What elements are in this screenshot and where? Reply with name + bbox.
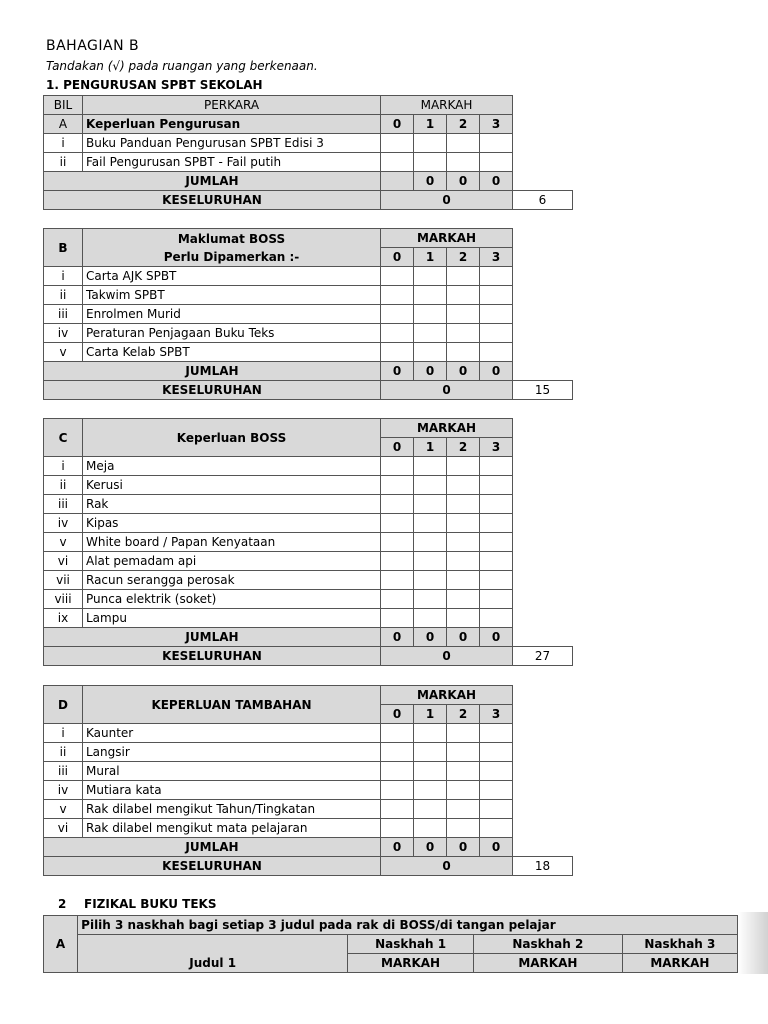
tick-cell[interactable]: [381, 343, 414, 362]
score-header-0: 0: [381, 115, 414, 134]
keseluruhan-value: 0: [381, 191, 513, 210]
tick-cell[interactable]: [480, 609, 513, 628]
table-2a-clip: [0, 912, 738, 982]
item-label: Kipas: [83, 514, 381, 533]
tick-cell[interactable]: [414, 552, 447, 571]
tick-cell[interactable]: [480, 533, 513, 552]
jumlah-value: 0: [381, 362, 414, 381]
tick-cell[interactable]: [480, 305, 513, 324]
tick-cell[interactable]: [381, 153, 414, 172]
item-no: ii: [44, 476, 83, 495]
tick-cell[interactable]: [414, 800, 447, 819]
section-title-line1: Maklumat BOSS: [177, 231, 286, 246]
table-row: [44, 762, 573, 781]
table-row: [44, 305, 573, 324]
tick-cell[interactable]: [447, 800, 480, 819]
score-header-0: 0: [381, 438, 414, 457]
item-no: iii: [44, 305, 83, 324]
markah-header: MARKAH: [348, 954, 474, 973]
table-row: [44, 552, 573, 571]
naskhah-header: Naskhah 3: [622, 935, 737, 954]
tick-cell[interactable]: [447, 762, 480, 781]
tick-cell[interactable]: [480, 514, 513, 533]
jumlah-value: 0: [381, 838, 414, 857]
table-row: [44, 153, 573, 172]
jumlah-value: 0: [447, 362, 480, 381]
keseluruhan-label: KESELURUHAN: [44, 191, 381, 210]
tick-cell[interactable]: [447, 495, 480, 514]
item-label: Punca elektrik (soket): [83, 590, 381, 609]
tick-cell[interactable]: [381, 134, 414, 153]
score-header-1: 1: [414, 248, 447, 267]
tick-cell[interactable]: [447, 324, 480, 343]
table-a: [43, 95, 573, 210]
score-header-2: 2: [447, 115, 480, 134]
section-id: D: [44, 686, 83, 724]
tick-cell[interactable]: [480, 343, 513, 362]
col-perkara-header: PERKARA: [83, 96, 381, 115]
tick-cell[interactable]: [480, 476, 513, 495]
section-2-title: [58, 897, 216, 911]
tick-cell[interactable]: [414, 724, 447, 743]
jumlah-value: 0: [414, 628, 447, 647]
item-label: Alat pemadam api: [83, 552, 381, 571]
item-label: Lampu: [83, 609, 381, 628]
table-row: [44, 514, 573, 533]
item-label: Fail Pengurusan SPBT - Fail putih: [83, 153, 381, 172]
tick-cell[interactable]: [414, 286, 447, 305]
keseluruhan-label: KESELURUHAN: [44, 857, 381, 876]
table-c: [43, 418, 573, 666]
item-no: ii: [44, 743, 83, 762]
item-no: i: [44, 134, 83, 153]
item-label: Rak dilabel mengikut mata pelajaran: [83, 819, 381, 838]
score-header-1: 1: [414, 115, 447, 134]
markah-header: MARKAH: [473, 954, 622, 973]
max-score: 15: [513, 381, 573, 400]
tick-cell[interactable]: [414, 762, 447, 781]
item-no: i: [44, 267, 83, 286]
tick-cell[interactable]: [447, 514, 480, 533]
table-row: [44, 343, 573, 362]
item-label: Kerusi: [83, 476, 381, 495]
tick-cell[interactable]: [381, 305, 414, 324]
score-header-0: 0: [381, 705, 414, 724]
markah-header: MARKAH: [622, 954, 737, 973]
tick-cell[interactable]: [381, 552, 414, 571]
tick-cell[interactable]: [414, 267, 447, 286]
tick-cell[interactable]: [480, 457, 513, 476]
item-no: ix: [44, 609, 83, 628]
tick-cell[interactable]: [447, 533, 480, 552]
item-label: White board / Papan Kenyataan: [83, 533, 381, 552]
keseluruhan-value: 0: [381, 647, 513, 666]
score-header-3: 3: [480, 248, 513, 267]
tick-cell[interactable]: [480, 590, 513, 609]
item-no: iii: [44, 762, 83, 781]
tick-cell[interactable]: [447, 153, 480, 172]
tick-cell[interactable]: [381, 495, 414, 514]
item-no: ii: [44, 153, 83, 172]
table-2a: [43, 915, 738, 973]
tick-cell[interactable]: [381, 324, 414, 343]
keseluruhan-value: 0: [381, 381, 513, 400]
jumlah-value: 0: [480, 628, 513, 647]
item-label: Rak: [83, 495, 381, 514]
section-title: KEPERLUAN TAMBAHAN: [83, 686, 381, 724]
jumlah-value: 0: [447, 838, 480, 857]
jumlah-label: JUMLAH: [44, 628, 381, 647]
tick-cell[interactable]: [447, 819, 480, 838]
score-header-2: 2: [447, 438, 480, 457]
table-d: [43, 685, 573, 876]
naskhah-header: Naskhah 1: [348, 935, 474, 954]
tick-cell[interactable]: [381, 781, 414, 800]
table-row: [44, 533, 573, 552]
jumlah-value: 0: [414, 362, 447, 381]
tick-cell[interactable]: [381, 286, 414, 305]
tick-cell[interactable]: [447, 552, 480, 571]
section-id: B: [44, 229, 83, 267]
item-no: vi: [44, 552, 83, 571]
item-no: i: [44, 724, 83, 743]
tick-cell[interactable]: [447, 476, 480, 495]
item-label: Kaunter: [83, 724, 381, 743]
item-label: Langsir: [83, 743, 381, 762]
tick-cell[interactable]: [414, 743, 447, 762]
tick-cell[interactable]: [480, 153, 513, 172]
table-row: [44, 134, 573, 153]
tick-cell[interactable]: [381, 267, 414, 286]
tick-cell[interactable]: [447, 743, 480, 762]
tick-cell[interactable]: [447, 571, 480, 590]
score-header-2: 2: [447, 705, 480, 724]
score-header-3: 3: [480, 705, 513, 724]
jumlah-value: 0: [480, 362, 513, 381]
jumlah-value: 0: [447, 172, 480, 191]
jumlah-label: JUMLAH: [44, 172, 381, 191]
section-1-title: 1. PENGURUSAN SPBT SEKOLAH: [46, 78, 263, 92]
section-title: [83, 229, 381, 267]
tick-cell[interactable]: [447, 134, 480, 153]
tick-cell[interactable]: [447, 781, 480, 800]
tick-cell[interactable]: [381, 743, 414, 762]
table-row: [44, 267, 573, 286]
tick-cell[interactable]: [414, 609, 447, 628]
tick-cell[interactable]: [414, 514, 447, 533]
table-row: [44, 571, 573, 590]
tick-cell[interactable]: [381, 800, 414, 819]
tick-cell[interactable]: [381, 724, 414, 743]
tick-cell[interactable]: [381, 819, 414, 838]
tick-cell[interactable]: [414, 457, 447, 476]
table-row: [44, 800, 573, 819]
page-heading: BAHAGIAN B: [46, 38, 140, 54]
item-no: vi: [44, 819, 83, 838]
item-no: v: [44, 800, 83, 819]
table-row: [44, 743, 573, 762]
tick-cell[interactable]: [447, 286, 480, 305]
tick-cell[interactable]: [480, 134, 513, 153]
item-label: Rak dilabel mengikut Tahun/Tingkatan: [83, 800, 381, 819]
table-row: [44, 457, 573, 476]
tick-cell[interactable]: [414, 324, 447, 343]
tick-cell[interactable]: [447, 590, 480, 609]
keseluruhan-label: KESELURUHAN: [44, 647, 381, 666]
item-label: Takwim SPBT: [83, 286, 381, 305]
tick-cell[interactable]: [447, 267, 480, 286]
item-label: Mural: [83, 762, 381, 781]
tick-cell[interactable]: [381, 457, 414, 476]
tick-cell[interactable]: [447, 609, 480, 628]
tick-cell[interactable]: [480, 819, 513, 838]
section-title: Keperluan Pengurusan: [83, 115, 381, 134]
table-b: [43, 228, 573, 400]
item-label: Carta Kelab SPBT: [83, 343, 381, 362]
tick-cell[interactable]: [480, 324, 513, 343]
section-id: A: [44, 115, 83, 134]
tick-cell[interactable]: [381, 571, 414, 590]
item-no: v: [44, 533, 83, 552]
table-row: [44, 590, 573, 609]
item-label: Carta AJK SPBT: [83, 267, 381, 286]
markah-header: MARKAH: [381, 419, 513, 438]
tick-cell[interactable]: [381, 533, 414, 552]
score-header-0: 0: [381, 248, 414, 267]
tick-cell[interactable]: [480, 571, 513, 590]
page-edge-shadow: [738, 912, 768, 974]
tick-cell[interactable]: [447, 343, 480, 362]
tick-cell[interactable]: [480, 495, 513, 514]
tick-cell[interactable]: [381, 476, 414, 495]
score-header-1: 1: [414, 705, 447, 724]
keseluruhan-label: KESELURUHAN: [44, 381, 381, 400]
max-score: 6: [513, 191, 573, 210]
tick-cell[interactable]: [381, 762, 414, 781]
tick-cell[interactable]: [414, 533, 447, 552]
tick-cell[interactable]: [480, 267, 513, 286]
item-no: iv: [44, 514, 83, 533]
jumlah-value: 0: [480, 172, 513, 191]
table-row: [44, 495, 573, 514]
tick-cell[interactable]: [414, 476, 447, 495]
tick-cell[interactable]: [480, 781, 513, 800]
tick-cell[interactable]: [414, 819, 447, 838]
item-label: Enrolmen Murid: [83, 305, 381, 324]
item-no: ii: [44, 286, 83, 305]
item-label: Meja: [83, 457, 381, 476]
tick-cell[interactable]: [381, 590, 414, 609]
keseluruhan-value: 0: [381, 857, 513, 876]
tick-cell[interactable]: [414, 343, 447, 362]
tick-cell[interactable]: [447, 305, 480, 324]
section-title: Keperluan BOSS: [83, 419, 381, 457]
instruction-text: Tandakan (√) pada ruangan yang berkenaan.: [46, 59, 318, 73]
section-2-label: FIZIKAL BUKU TEKS: [84, 897, 217, 911]
item-label: Buku Panduan Pengurusan SPBT Edisi 3: [83, 134, 381, 153]
item-label: Mutiara kata: [83, 781, 381, 800]
item-no: iv: [44, 781, 83, 800]
score-header-3: 3: [480, 438, 513, 457]
tick-cell[interactable]: [480, 743, 513, 762]
section-id: A: [44, 916, 78, 973]
jumlah-value: 0: [414, 838, 447, 857]
table-row: [44, 724, 573, 743]
item-label: Peraturan Penjagaan Buku Teks: [83, 324, 381, 343]
tick-cell[interactable]: [480, 800, 513, 819]
section-title-line2: Perlu Dipamerkan :-: [163, 249, 300, 264]
table-row: [44, 476, 573, 495]
tick-cell[interactable]: [414, 781, 447, 800]
score-header-1: 1: [414, 438, 447, 457]
tick-cell[interactable]: [414, 153, 447, 172]
table-row: [44, 324, 573, 343]
jumlah-value: 0: [480, 838, 513, 857]
table-row: [44, 609, 573, 628]
tick-cell[interactable]: [381, 609, 414, 628]
tick-cell[interactable]: [480, 286, 513, 305]
item-no: iii: [44, 495, 83, 514]
markah-header: MARKAH: [381, 686, 513, 705]
tick-cell[interactable]: [480, 762, 513, 781]
tick-cell[interactable]: [480, 552, 513, 571]
tick-cell[interactable]: [414, 305, 447, 324]
item-no: viii: [44, 590, 83, 609]
table-row: [44, 819, 573, 838]
item-no: vii: [44, 571, 83, 590]
markah-header: MARKAH: [381, 229, 513, 248]
max-score: 18: [513, 857, 573, 876]
table-row: [44, 781, 573, 800]
tick-cell[interactable]: [480, 724, 513, 743]
table-row: [44, 286, 573, 305]
score-header-3: 3: [480, 115, 513, 134]
jumlah-label: JUMLAH: [44, 362, 381, 381]
max-score: 27: [513, 647, 573, 666]
judul-label: Judul 1: [78, 935, 348, 973]
tick-cell[interactable]: [414, 134, 447, 153]
item-no: i: [44, 457, 83, 476]
tick-cell[interactable]: [414, 571, 447, 590]
tick-cell[interactable]: [414, 495, 447, 514]
col-bil-header: BIL: [44, 96, 83, 115]
jumlah-value: 0: [447, 628, 480, 647]
jumlah-value: 0: [414, 172, 447, 191]
tick-cell[interactable]: [447, 457, 480, 476]
section-id: C: [44, 419, 83, 457]
naskhah-header: Naskhah 2: [473, 935, 622, 954]
tick-cell[interactable]: [414, 590, 447, 609]
markah-header: MARKAH: [381, 96, 513, 115]
jumlah-label: JUMLAH: [44, 838, 381, 857]
jumlah-value: 0: [381, 628, 414, 647]
section-2-number: 2: [58, 897, 67, 911]
fizikal-instruction: Pilih 3 naskhah bagi setiap 3 judul pada rak di BOSS/di tangan pelajar: [78, 916, 738, 935]
item-no: iv: [44, 324, 83, 343]
item-label: Racun serangga perosak: [83, 571, 381, 590]
score-header-2: 2: [447, 248, 480, 267]
tick-cell[interactable]: [447, 724, 480, 743]
tick-cell[interactable]: [381, 514, 414, 533]
item-no: v: [44, 343, 83, 362]
